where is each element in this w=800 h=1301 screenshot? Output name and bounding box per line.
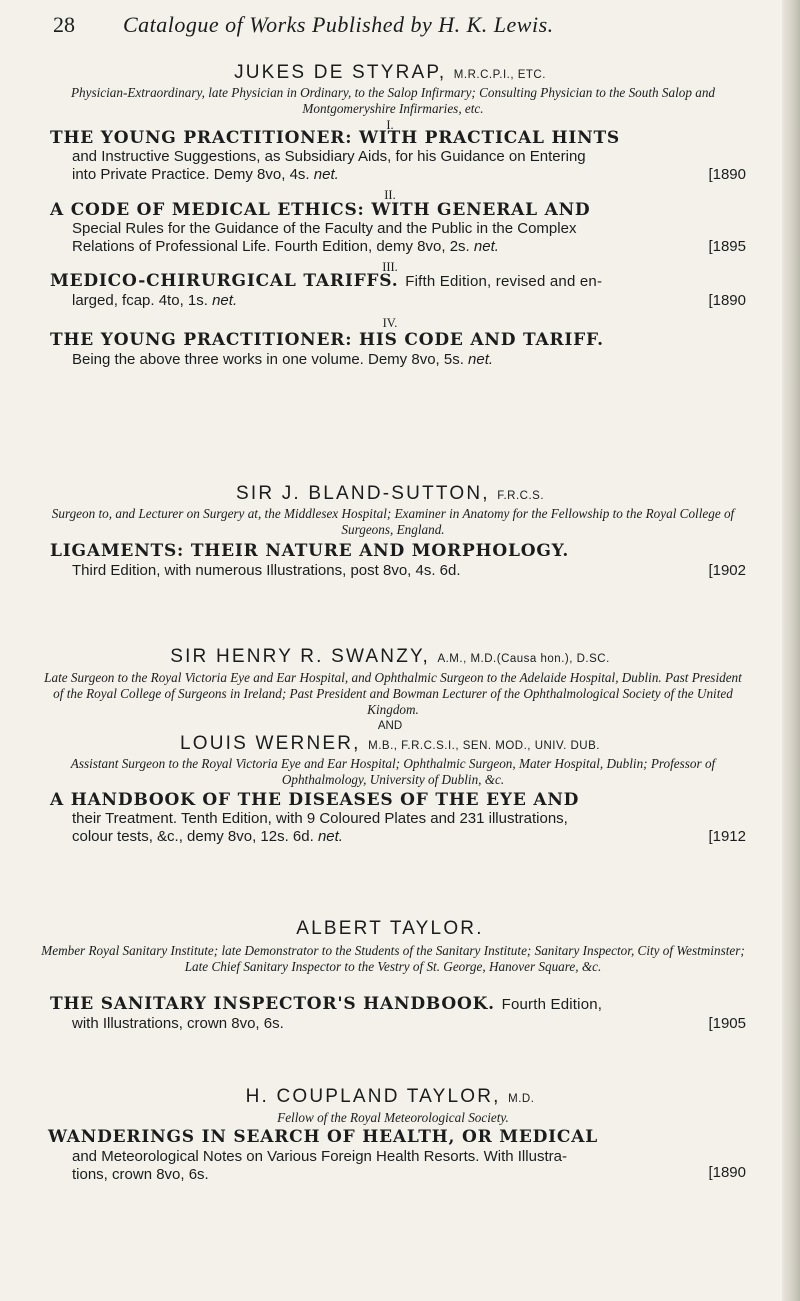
work-numeral: II.: [384, 188, 396, 202]
author-description: Member Royal Sanitary Institute; late Demonstrator to the Students of the Sanitary Institute; Sanitary Inspector, City of Westminster; Late Chief Sanitary Inspector to the Vestry of St. George, Hanover Square, &c.: [41, 943, 745, 974]
author-name-text: H. COUPLAND TAYLOR,: [245, 1086, 501, 1107]
net-price-note: net.: [313, 166, 339, 183]
work-title-text: THE SANITARY INSPECTOR'S HANDBOOK.: [50, 994, 495, 1014]
work-title: WANDERINGS IN SEARCH OF HEALTH, OR MEDICAL: [48, 1127, 598, 1147]
work-title-detail: Fourth Edition,: [501, 996, 603, 1013]
detail-line: with Illustrations, crown 8vo, 6s.: [72, 1015, 284, 1032]
publication-year: [1890: [708, 166, 746, 183]
work-detail: [72, 562, 746, 580]
work-title: THE YOUNG PRACTITIONER: WITH PRACTICAL HINTS: [50, 128, 620, 148]
author-description: Late Surgeon to the Royal Victoria Eye and Ear Hospital, and Ophthalmic Surgeon to the Adelaide Hospital, Dublin. Past President of the Royal College of Surgeons in Ireland; Past President and Bowman Lecturer of the Ophthalmological Society of the United Kingdom.: [44, 670, 742, 717]
work-detail: [72, 292, 746, 310]
net-price-note: net.: [468, 351, 494, 368]
running-title: Catalogue of Works Published by H. K. Lewis.: [123, 12, 554, 37]
work-numeral: IV.: [382, 316, 398, 330]
work-detail: [72, 220, 746, 256]
publication-year: [1905: [708, 1015, 746, 1032]
co-author-name: [0, 733, 780, 755]
author-name-text: SIR HENRY R. SWANZY,: [170, 646, 430, 667]
author-description: Physician-Extraordinary, late Physician in Ordinary, to the Salop Infirmary; Consulting Physician to the South Salop and Montgomeryshire Infirmaries, etc.: [70, 85, 716, 116]
work-title: A HANDBOOK OF THE DISEASES OF THE EYE AND: [50, 790, 580, 810]
detail-line: tions, crown 8vo, 6s.: [72, 1166, 209, 1183]
detail-line: Special Rules for the Guidance of the Faculty and the Public in the Complex: [72, 220, 577, 237]
detail-line: their Treatment. Tenth Edition, with 9 Coloured Plates and 231 illustrations,: [72, 810, 568, 827]
and-separator: AND: [377, 720, 403, 732]
author-name-text: LOUIS WERNER,: [180, 733, 361, 754]
net-price-note: net.: [317, 828, 343, 845]
work-title-text: MEDICO-CHIRURGICAL TARIFFS.: [50, 271, 399, 291]
author-credentials: M.B., F.R.C.S.I., SEN. MOD., UNIV. DUB.: [368, 740, 600, 752]
work-numeral: III.: [382, 260, 398, 274]
author-name-text: JUKES DE STYRAP,: [234, 62, 447, 83]
author-name: [0, 62, 780, 84]
work-detail: [72, 1015, 746, 1033]
detail-line: colour tests, &c., demy 8vo, 12s. 6d.: [72, 828, 314, 845]
work-title: A CODE OF MEDICAL ETHICS: WITH GENERAL AND: [50, 200, 591, 220]
detail-line: Relations of Professional Life. Fourth Edition, demy 8vo, 2s.: [72, 238, 470, 255]
publication-year: [1912: [708, 828, 746, 845]
work-title: [50, 271, 784, 291]
detail-line: larged, fcap. 4to, 1s.: [72, 292, 208, 309]
author-name-text: ALBERT TAYLOR.: [296, 918, 484, 939]
work-numeral: I.: [386, 118, 394, 132]
work-detail: [72, 351, 746, 369]
author-credentials: M.D.: [508, 1093, 535, 1105]
author-credentials: A.M., M.D.(Causa hon.), D.SC.: [437, 653, 610, 665]
author-name: [0, 918, 780, 940]
author-credentials: F.R.C.S.: [497, 490, 545, 502]
author-name: [0, 1086, 780, 1108]
net-price-note: net.: [212, 292, 238, 309]
page-header: [53, 12, 773, 46]
publication-year: [1902: [708, 562, 746, 579]
work-title-detail: Fifth Edition, revised and en-: [405, 273, 603, 290]
work-detail: [72, 1148, 746, 1184]
author-name-text: SIR J. BLAND-SUTTON,: [235, 483, 490, 504]
author-credentials: M.R.C.P.I., ETC.: [453, 69, 546, 81]
author-name: [0, 646, 780, 668]
author-description: Fellow of the Royal Meteorological Society.: [277, 1110, 509, 1125]
work-detail: [72, 810, 746, 846]
publication-year: [1895: [708, 238, 746, 255]
net-price-note: net.: [473, 238, 499, 255]
work-title: LIGAMENTS: THEIR NATURE AND MORPHOLOGY.: [50, 541, 570, 561]
detail-line: into Private Practice. Demy 8vo, 4s.: [72, 166, 310, 183]
detail-line: and Meteorological Notes on Various Foreign Health Resorts. With Illustra-: [72, 1148, 567, 1165]
publication-year: [1890: [708, 292, 746, 309]
work-title: THE YOUNG PRACTITIONER: HIS CODE AND TARIFF.: [50, 330, 604, 350]
page-number: 28: [53, 12, 75, 37]
detail-line: Third Edition, with numerous Illustrations, post 8vo, 4s. 6d.: [72, 562, 461, 579]
work-detail: [72, 148, 746, 184]
detail-line: Being the above three works in one volume. Demy 8vo, 5s.: [72, 351, 464, 368]
work-title: [50, 994, 784, 1014]
page-edge-shadow: [782, 0, 800, 1301]
author-name: [0, 483, 780, 505]
publication-year: [1890: [708, 1164, 746, 1181]
co-author-description: Assistant Surgeon to the Royal Victoria Eye and Ear Hospital; Ophthalmic Surgeon, Mater Hospital, Dublin; Professor of Ophthalmology, University of Dublin, &c.: [70, 756, 716, 787]
author-description: Surgeon to, and Lecturer on Surgery at, the Middlesex Hospital; Examiner in Anatomy for the Fellowship to the Royal College of Surgeons, England.: [51, 506, 735, 537]
detail-line: and Instructive Suggestions, as Subsidiary Aids, for his Guidance on Entering: [72, 148, 586, 165]
